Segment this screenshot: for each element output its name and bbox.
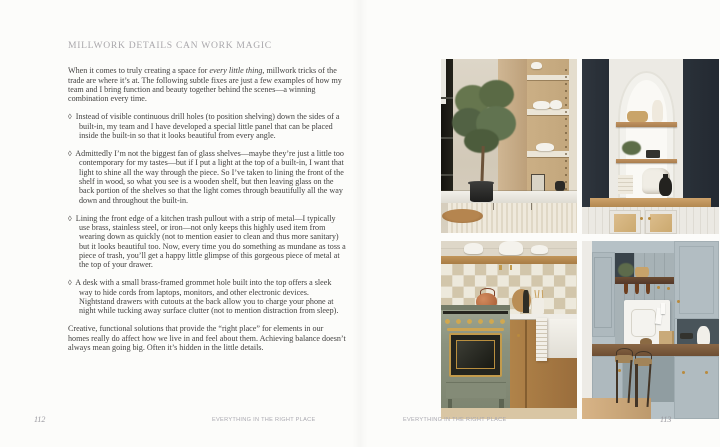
brass-knob [640, 217, 643, 220]
dark-decor-object [555, 181, 565, 191]
cooktop-edge [443, 311, 508, 314]
intro-paragraph [68, 66, 346, 103]
white-bowl-stack [499, 241, 522, 255]
closing-paragraph: Creative, functional solutions that provide the “right place” for elements in our homes really do affect how we live in and feel about them. Achieving balance doesn’t always mean going big. Often it’s hidden in the little details. [68, 324, 346, 352]
range-drawer [446, 382, 506, 398]
small-dark-stool [680, 333, 693, 339]
stool-leg [635, 364, 637, 407]
bullet-text: Admittedly I’m not the biggest fan of glass shelves—maybe they’re just a little too contemporary for my tastes—but if I put a light at the top of a built-in, I want that light to shine all the way through the piece. So I’ve taken to lining the front of the shelf in wood, so what you see is a wooden shelf, but then leaving glass on the back portion of the shelves so that the light comes through beautifully all the way down and throughout the built-in. [75, 148, 344, 205]
cabinet-seam [525, 319, 526, 408]
page-number-left: 112 [34, 415, 46, 424]
brass-knob [517, 334, 520, 337]
decor-sphere [531, 62, 542, 70]
bullet-item [68, 112, 346, 140]
stacked-books [618, 175, 633, 194]
striped-towel [536, 318, 547, 361]
bullet-item [68, 214, 346, 270]
page-gutter [352, 0, 368, 447]
white-pitcher [550, 100, 562, 110]
photo-arched-niche [582, 59, 719, 234]
white-bowl [536, 143, 554, 152]
wood-door-panel [614, 214, 636, 232]
wood-shelf [616, 122, 678, 127]
dark-decor-object [646, 150, 660, 158]
brass-knob [648, 217, 651, 220]
dark-bottle [523, 290, 529, 313]
bullet-text: Lining the front edge of a kitchen trash pullout with a strip of metal—I typically use brass, stainless steel, or iron—not only keeps this highly used item from wearing down as quickly (not to mention easier to clean and thus more sanitary) but it looks beautiful too. Now, every time you do something as mundane as toss a piece of trash, you’ll get a happy little glimpse of this gorgeous piece of metal at the top of your drawer. [75, 213, 346, 270]
cabinet-panel [594, 257, 612, 328]
white-bowl [533, 101, 549, 110]
wood-shelf [616, 159, 678, 164]
shelf-board [527, 151, 569, 157]
brass-knob [682, 371, 685, 374]
brass-hook [510, 265, 512, 270]
stool-leg [616, 360, 618, 403]
brass-hook [499, 265, 501, 270]
shelf-board [527, 75, 569, 81]
navy-wall-panel [683, 59, 719, 211]
window-mullion [441, 97, 453, 99]
range-leg [448, 399, 452, 409]
bullet-item [68, 278, 346, 315]
shelf-board [527, 109, 569, 115]
diamond-bullet-icon: ◊ [68, 112, 72, 122]
photo-sage-range-kitchen [441, 241, 577, 419]
dark-wood-shelf [615, 277, 681, 284]
page-number-right: 113 [660, 415, 672, 424]
brass-knob [677, 300, 680, 303]
window-mullion [441, 137, 453, 139]
white-bowl [531, 245, 549, 255]
cabinet-gap [493, 203, 495, 210]
bullet-text: A desk with a small brass-framed grommet hole built into the top offers a sleek way to hide cords from laptops, monitors, and other electronic devices. Nightstand drawers with cutouts at the back allow you to charge your phone at night while tucking away surface clutter (not to mention distraction from sleep). [75, 278, 339, 316]
white-vase [652, 100, 663, 122]
photo-olive-tree-builtin [441, 59, 577, 233]
white-wall [582, 241, 592, 419]
cabinet-stile [569, 59, 577, 196]
diamond-bullet-icon: ◊ [68, 213, 72, 223]
marble-counter [441, 191, 577, 202]
window-mullion [441, 174, 453, 176]
photo-blue-desk-nook [582, 241, 719, 419]
brass-knob-row [442, 317, 509, 327]
cabinet-door [645, 210, 677, 234]
white-pitcher [697, 326, 710, 346]
board-outline [631, 309, 657, 337]
diamond-bullet-icon: ◊ [68, 148, 72, 158]
lower-cabinet-right [674, 356, 719, 419]
sconce-light [635, 284, 639, 295]
running-title-right: EVERYTHING IN THE RIGHT PLACE [403, 417, 507, 423]
diamond-bullet-icon: ◊ [68, 278, 72, 288]
pinned-paper [661, 303, 666, 313]
intro-italic-phrase: every little thing [209, 66, 263, 76]
intro-text-after: , millwork tricks of the trade are where it’s at. The following subtle fixes are just a few examples of how my team and I bring function and beauty together behind the scenes—a winning combination every time. [68, 66, 342, 104]
navy-wall-panel [582, 59, 609, 213]
intro-text: When it comes to truly creating a space for [68, 66, 210, 76]
sconce-light [624, 284, 628, 295]
shelf-pin-holes [565, 69, 567, 191]
black-plant-pot [470, 182, 493, 202]
running-title-left: EVERYTHING IN THE RIGHT PLACE [212, 417, 316, 423]
wooden-plate [442, 209, 483, 223]
cabinet-gap [531, 203, 533, 210]
black-vase [659, 177, 672, 196]
cabinet-panel [679, 246, 713, 314]
wood-countertop [590, 198, 711, 207]
bullet-text: Instead of visible continuous drill holes (to position shelving) down the sides of a built-in, my team and I have developed a special little panel that can be placed inside the built-in so that it looks beautiful from every angle. [75, 112, 340, 140]
wood-shelf [441, 256, 577, 264]
brass-handle-rail [447, 328, 504, 331]
cabinet-door [609, 210, 641, 234]
left-page-text-column [68, 41, 346, 361]
wood-door-panel [650, 214, 672, 232]
utensil-crock [532, 298, 544, 314]
bullet-item [68, 149, 346, 205]
oven-door [449, 333, 502, 378]
oven-window [456, 340, 495, 369]
range-leg [499, 399, 503, 409]
woven-basket [627, 111, 648, 122]
wood-desk-counter [592, 344, 719, 356]
sconce-light [646, 284, 650, 295]
white-bowl [464, 243, 483, 255]
section-heading: MILLWORK DETAILS CAN WORK MAGIC [68, 40, 272, 51]
